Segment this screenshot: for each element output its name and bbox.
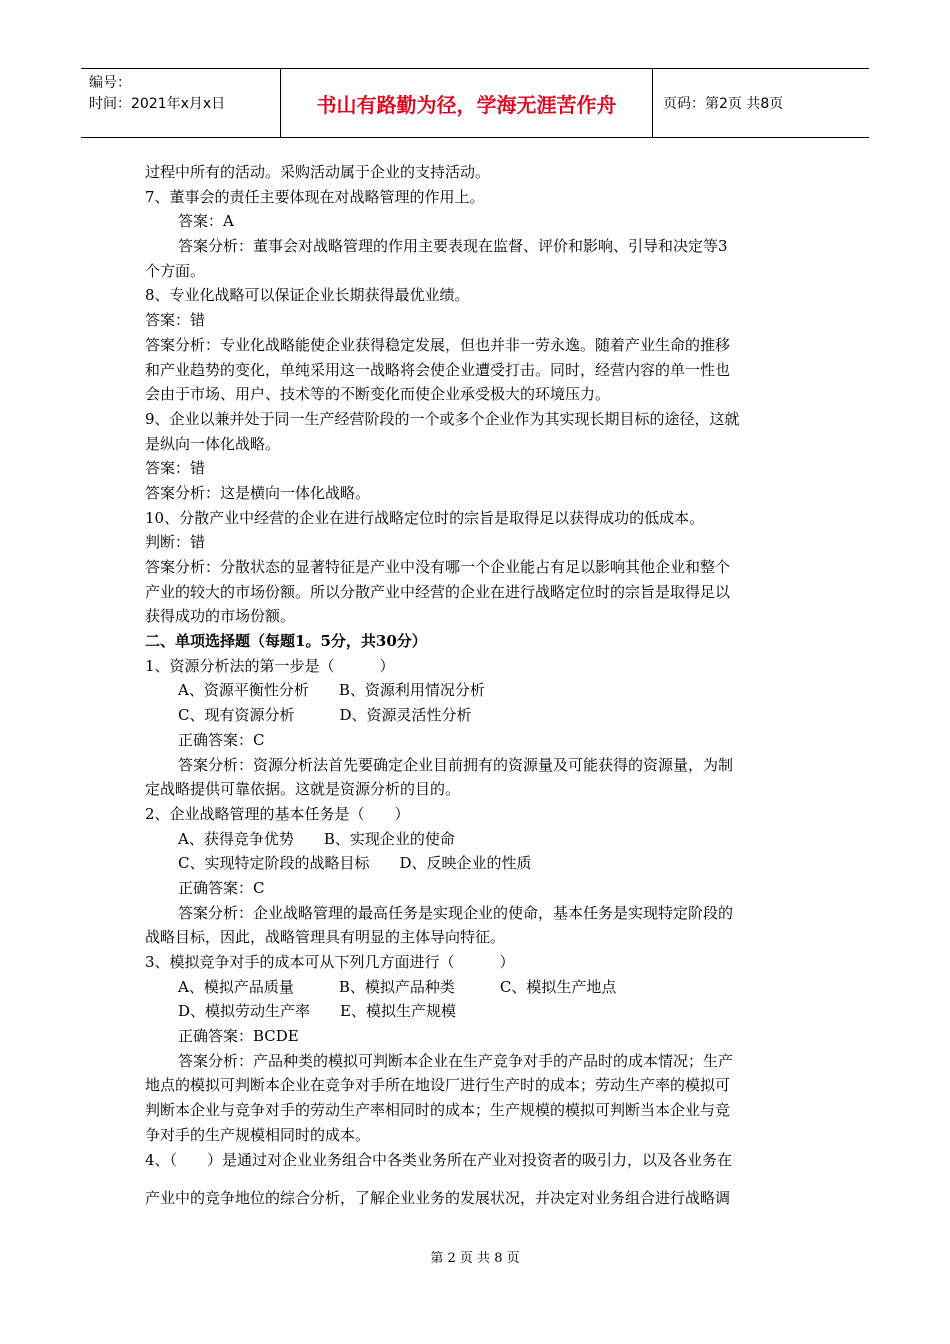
- serial-label: 编号：: [89, 75, 131, 91]
- option-line: C、现有资源分析 D、资源灵活性分析: [178, 706, 472, 725]
- document-body: [145, 160, 809, 1211]
- text-line: 获得成功的市场份额。: [145, 607, 296, 626]
- page-footer: 第 2 页 共 8 页: [430, 1251, 520, 1266]
- page-header: [81, 68, 869, 138]
- header-page-label: 页码：第2页 共8页: [663, 96, 784, 112]
- option-line: D、模拟劳动生产率 E、模拟生产规模: [178, 1002, 456, 1021]
- option-line: C、实现特定阶段的战略目标 D、反映企业的性质: [178, 854, 532, 873]
- section-heading: 二、单项选择题（每题1。5分，共30分）: [145, 632, 427, 651]
- analysis-line: 答案分析：企业战略管理的最高任务是实现企业的使命，基本任务是实现特定阶段的: [178, 903, 734, 922]
- analysis-line: 答案分析：这是横向一体化战略。: [145, 483, 371, 502]
- text-line: 定战略提供可靠依据。这就是资源分析的目的。: [145, 780, 461, 799]
- option-line: A、模拟产品质量 B、模拟产品种类 C、模拟生产地点: [178, 977, 617, 996]
- analysis-line: 答案分析：资源分析法首先要确定企业目前拥有的资源量及可能获得的资源量，为制: [178, 755, 734, 774]
- analysis-line: 答案分析：产品种类的模拟可判断本企业在生产竞争对手的产品时的成本情况；生产: [178, 1051, 734, 1070]
- paragraph-gap: [145, 1172, 809, 1186]
- text-line: 过程中所有的活动。采购活动属于企业的支持活动。: [145, 163, 491, 181]
- analysis-line: 答案分析：董事会对战略管理的作用主要表现在监督、评价和影响、引导和决定等3: [178, 237, 728, 256]
- question-line: 10、分散产业中经营的企业在进行战略定位时的宗旨是取得足以获得成功的低成本。: [145, 508, 705, 527]
- text-line: 判断本企业与竞争对手的劳动生产率相同时的成本；生产规模的模拟可判断当本企业与竞: [145, 1101, 731, 1120]
- option-line: A、资源平衡性分析 B、资源利用情况分析: [178, 681, 485, 700]
- analysis-line: 答案分析：专业化战略能使企业获得稳定发展，但也并非一劳永逸。随着产业生命的推移: [145, 335, 731, 354]
- answer-line: 答案：错: [145, 311, 206, 330]
- text-line: 争对手的生产规模相同时的成本。: [145, 1125, 371, 1144]
- text-line: 和产业趋势的变化，单纯采用这一战略将会使企业遭受打击。同时，经营内容的单一性也: [145, 360, 731, 379]
- text-line: 地点的模拟可判断本企业在竞争对手所在地设厂进行生产时的成本；劳动生产率的模拟可: [145, 1076, 731, 1095]
- text-line: 产业的较大的市场份额。所以分散产业中经营的企业在进行战略定位时的宗旨是取得足以: [145, 582, 731, 601]
- question-line: 4、（ ）是通过对企业业务组合中各类业务所在产业对投资者的吸引力，以及各业务在: [145, 1150, 733, 1169]
- question-line: 9、企业以兼并处于同一生产经营阶段的一个或多个企业作为其实现长期目标的途径，这就: [145, 409, 740, 428]
- time-label: 时间：2021年x月x日: [89, 96, 226, 112]
- question-line: 8、专业化战略可以保证企业长期获得最优业绩。: [145, 286, 470, 305]
- text-line: 战略目标，因此，战略管理具有明显的主体导向特征。: [145, 928, 506, 947]
- option-line: A、获得竞争优势 B、实现企业的使命: [178, 829, 455, 848]
- text-line: 是纵向一体化战略。: [145, 434, 281, 453]
- question-line: 7、董事会的责任主要体现在对战略管理的作用上。: [145, 187, 485, 206]
- answer-line: 判断：错: [145, 533, 206, 552]
- analysis-line: 答案分析：分散状态的显著特征是产业中没有哪一个企业能占有足以影响其他企业和整个: [145, 558, 731, 576]
- answer-line: 答案：A: [178, 212, 234, 231]
- answer-line: 答案：错: [145, 459, 206, 478]
- text-line: 个方面。: [145, 261, 206, 280]
- header-motto: 书山有路勤为径，学海无涯苦作舟: [281, 69, 653, 137]
- answer-line: 正确答案：C: [178, 878, 265, 897]
- answer-line: 正确答案：C: [178, 730, 265, 749]
- text-line: 会由于市场、用户、技术等的不断变化而使企业承受极大的环境压力。: [145, 385, 611, 404]
- question-line: 2、企业战略管理的基本任务是（ ）: [145, 804, 410, 823]
- header-meta: [81, 69, 281, 137]
- answer-line: 正确答案：BCDE: [178, 1027, 299, 1046]
- text-line: 产业中的竞争地位的综合分析，了解企业业务的发展状况，并决定对业务组合进行战略调: [145, 1189, 731, 1208]
- question-line: 3、模拟竞争对手的成本可从下列几方面进行（ ）: [145, 953, 515, 971]
- question-line: 1、资源分析法的第一步是（ ）: [145, 656, 395, 675]
